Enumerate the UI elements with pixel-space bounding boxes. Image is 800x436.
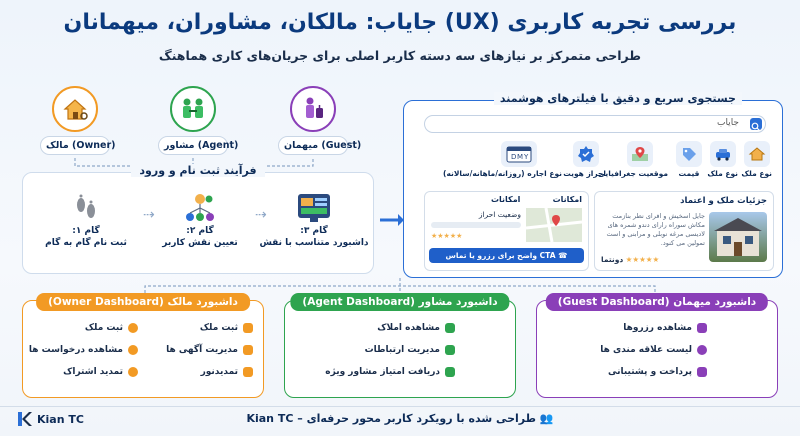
bookings-icon [697,323,707,333]
rating-stars: ★★★★★ [431,232,463,240]
owner-item [200,323,253,333]
signup-step-3 [259,191,369,249]
heart-icon [697,345,707,355]
agent-item [365,345,455,355]
phone-icon: ☎ [555,251,568,260]
item-label: ثبت ملک [84,323,123,333]
item-label: مشاهده رزروها [623,323,692,333]
verified-badge-icon [573,141,599,167]
detail-description: جایل اسخیش و افرای نطر بنازمت مکاش سوراه رارای دندو شمره های لادیسی مرغه نوبلی و مرابنی و است تمولین می کنود. [606,212,705,248]
filter-property-type[interactable] [742,141,772,181]
amenities-title-b: امکانات [491,195,521,204]
step-1-number: گام ۱: [72,226,100,236]
item-label: ثبت ملک [199,323,238,333]
payment-icon [697,367,707,377]
subscription-icon [128,367,138,377]
step-3-label: داشبورد متناسب با نقش [259,238,369,249]
owner-item [85,323,138,333]
rating-label: دونتما [601,255,624,264]
guest-item [600,345,707,355]
calendar-icon [501,141,537,167]
amenities-card [424,191,589,271]
svg-text:M: M [517,153,524,161]
footer-credit [0,412,800,425]
requests-icon [128,345,138,355]
guest-dashboard [536,296,778,398]
signup-title: فرآیند ثبت نام و ورود [131,164,264,177]
car-icon [710,141,736,167]
step-1-label: ثبت نام گام به گام [45,238,127,249]
persona-guest [278,86,362,155]
persona-owner [40,86,116,155]
plus-icon [128,323,138,333]
star-icon [445,367,455,377]
filter-label: موقعیت جغرافیایی [597,169,668,178]
dashboard-icon [259,191,369,225]
filter-label: نوع اجاره (روزانه/ماهانه/سالانه) [443,169,562,178]
owner-dashboard-title: داشبورد مالک (Owner Dashboard) [36,293,250,311]
persona-agent [158,86,239,155]
item-label: مدیریت آگهی ها [166,345,238,355]
property-detail-card[interactable] [594,191,774,271]
filter-location[interactable] [597,141,668,181]
amenities-title-a: امکانات [552,195,582,204]
persona-agent-label: مشاور (Agent) [158,136,228,155]
filter-label: قیمت [678,169,700,178]
guest-dashboard-title: داشبورد میهمان (Guest Dashboard) [546,293,768,311]
brand-name: Kian TC [37,412,84,426]
brand-logo [16,412,84,426]
house-icon [744,141,770,167]
filter-verification[interactable] [563,141,606,181]
owner-item [201,367,253,377]
amenity-bar [431,222,521,228]
renew-icon [243,367,253,377]
search-placeholder: جایاب [716,118,739,128]
detail-title: جزئیات ملک و اعتماد [680,196,767,206]
cta-contact-button[interactable] [429,248,584,263]
footsteps-icon [31,191,141,225]
arrow-icon: ⇢ [143,207,155,223]
map-thumbnail [526,208,582,242]
agent-item [377,323,455,333]
kian-logo-icon [16,412,32,426]
footer-divider [0,406,800,407]
handshake-icon [170,86,216,132]
listings-icon [445,323,455,333]
search-panel-title: جستجوی سریع و دقیق با فیلترهای هوشمند [494,92,742,105]
owner-item [29,345,138,355]
page-title: بررسی تجربه کاربری (UX) جایاب: مالکان، مشاوران، میهمانان [63,10,737,35]
signup-step-2 [145,191,255,249]
map-pin-icon [627,141,653,167]
filter-label: احراز هویت [563,169,606,178]
search-icon[interactable] [750,118,762,130]
chat-icon [445,345,455,355]
rating-stars: ★★★★★ دونتما [601,255,660,264]
svg-text:D: D [511,153,517,161]
price-tag-icon [676,141,702,167]
item-label: مشاهده املاک [377,323,440,333]
persona-guest-label: میهمان (Guest) [278,136,348,155]
property-photo [709,212,767,262]
role-network-icon [145,191,255,225]
owner-item [166,345,253,355]
owner-dashboard [22,296,264,398]
search-input[interactable] [424,115,766,133]
filter-property-type-2[interactable] [708,141,738,181]
filter-label: نوع ملک [741,169,772,178]
users-icon: 👥 [539,412,554,425]
persona-owner-label: مالک (Owner) [40,136,110,155]
item-label: دریافت امتیاز مشاور ویژه [325,367,440,377]
guest-item [608,367,707,377]
filter-label: نوع ملک [707,169,738,178]
signup-step-1 [31,191,141,249]
item-label: مدیریت ارتباطات [364,345,440,355]
search-panel [403,92,783,278]
item-label: مشاهده درخواست ها [28,345,123,355]
agent-dashboard [284,296,516,398]
filter-rental-type[interactable] [443,141,562,181]
list-icon [243,345,253,355]
filter-price[interactable] [674,141,704,181]
item-label: لیست علاقه مندی ها [600,345,692,355]
footer-text: طراحی شده با رویکرد کاربر محور حرفه‌ای – Kian TC [246,412,536,425]
step-2-label: تعیین نقش کاربر [162,238,238,249]
house-key-icon [52,86,98,132]
svg-text:Y: Y [524,153,529,161]
item-label: تمدیدنور [200,367,238,377]
page-subtitle: طراحی متمرکز بر نیازهای سه دسته کاربر اصلی برای جریان‌های کاری هماهنگ [158,48,642,63]
cta-label: CTA واضح برای رزرو یا تماس [445,251,556,260]
document-icon [243,323,253,333]
verification-status: وضعیت احراز [478,210,521,219]
agent-dashboard-title: داشبورد مشاور (Agent Dashboard) [290,293,509,311]
traveler-icon [290,86,336,132]
agent-item [325,367,455,377]
item-label: پرداخت و پشتیبانی [608,367,692,377]
step-3-number: گام ۳: [300,226,328,236]
step-2-number: گام ۲: [186,226,214,236]
item-label: تمدید اشتراک [63,367,123,377]
owner-item [63,367,138,377]
signup-process-box [22,164,374,274]
guest-item [623,323,707,333]
arrow-icon: ⇢ [255,207,267,223]
